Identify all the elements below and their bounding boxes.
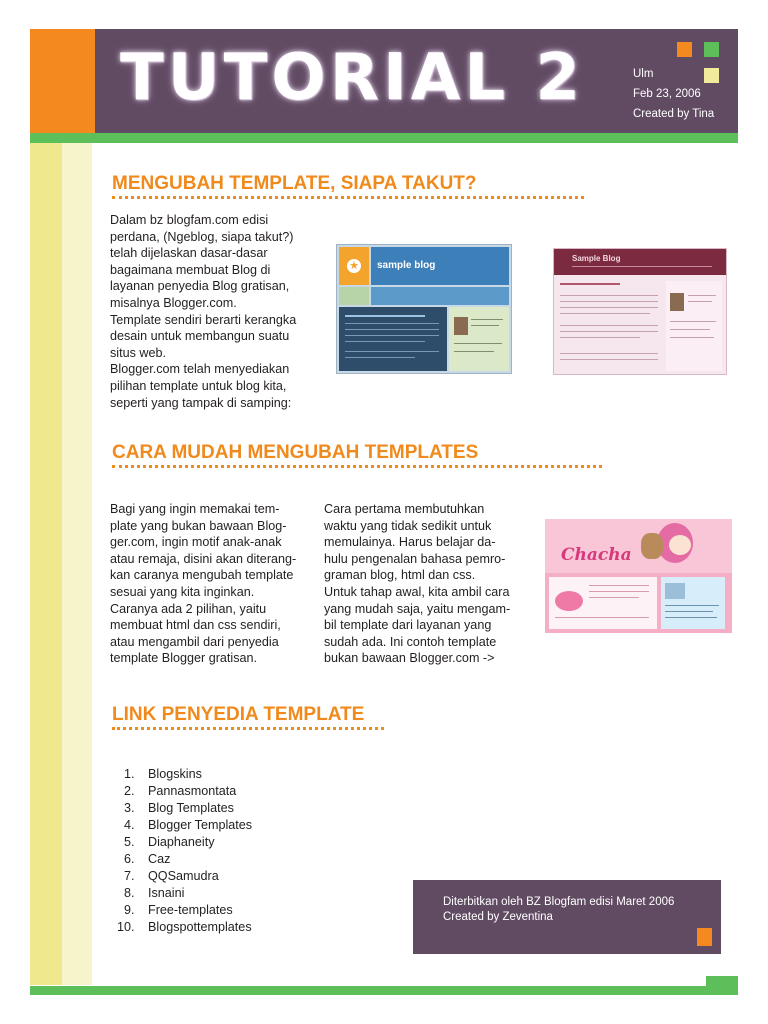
list-item[interactable]: 3. Blog Templates (138, 800, 370, 817)
section1-body (110, 212, 325, 411)
blog-header (371, 247, 509, 285)
avatar (454, 317, 468, 335)
text-line: Dalam bz blogfam.com edisi (110, 213, 269, 227)
decor-square-yellow (704, 68, 719, 83)
list-item[interactable]: 2. Pannasmontata (138, 783, 370, 800)
left-stripe-cream (62, 143, 92, 985)
decor-square-green (704, 42, 719, 57)
list-item[interactable]: 7. QQSamudra (138, 868, 370, 885)
blog-title: sample blog (377, 260, 436, 271)
avatar (670, 293, 684, 311)
section2-heading: CARA MUDAH MENGUBAH TEMPLATES (112, 442, 479, 463)
list-item[interactable]: 6. Caz (138, 851, 370, 868)
section2-column1 (110, 501, 320, 667)
text-line: atau mengambil dari penyedia (110, 634, 279, 649)
header-date: Feb 23, 2006 (633, 88, 701, 100)
text-line: layanan penyedia Blog gratisan, (110, 279, 290, 294)
template-link-list (110, 766, 370, 936)
character-face (669, 535, 691, 555)
text-line: memulainya. Harus belajar da- (324, 535, 496, 550)
blog-title: Chacha (561, 545, 632, 565)
text-line: seperti yang tampak di samping: (110, 395, 292, 410)
logo-block (339, 247, 369, 285)
text-line: Untuk tahap awal, kita ambil cara (324, 584, 510, 599)
text-line: sesuai yang kita inginkan. (110, 584, 255, 599)
decor-square-orange (677, 42, 692, 57)
text-line: yang mudah saja, yaitu mengam- (324, 601, 511, 616)
text-line: desain untuk membangun suatu (110, 329, 290, 344)
list-item[interactable]: 1. Blogskins (138, 766, 370, 783)
chacha-template-screenshot (545, 519, 732, 633)
text-line: Blogger.com telah menyediakan (110, 362, 290, 377)
section3-divider (112, 727, 384, 730)
text-line: telah dijelaskan dasar-dasar (110, 246, 268, 261)
text-line: kan caranya mengubah template (110, 568, 294, 583)
footer-credits (443, 895, 674, 925)
sample-blog-pink-screenshot (553, 248, 727, 375)
list-item[interactable]: 8. Isnaini (138, 885, 370, 902)
decor-square-orange-footer (697, 928, 712, 946)
blog-header (545, 519, 732, 573)
header-orange-block (30, 29, 95, 133)
blog-sidebar (661, 577, 725, 629)
blog-header (554, 249, 726, 275)
header-author: Created by Tina (633, 108, 715, 120)
header-location: Ulm (633, 68, 654, 80)
text-line: bagaimana membuat Blog di (110, 262, 271, 277)
text-line: Bagi yang ingin memakai tem- (110, 502, 280, 516)
section2-divider (112, 465, 602, 468)
text-line: Caranya ada 2 pilihan, yaitu (110, 601, 267, 616)
text-line: plate yang bukan bawaan Blog- (110, 518, 287, 533)
heart-icon (555, 591, 583, 611)
list-item[interactable]: 5. Diaphaneity (138, 834, 370, 851)
list-item[interactable]: 4. Blogger Templates (138, 817, 370, 834)
text-line: Cara pertama membutuhkan (324, 502, 485, 516)
bottom-bar-notch (706, 976, 738, 986)
sample-blog-blue-screenshot (336, 244, 512, 374)
text-line: Template sendiri berarti kerangka (110, 312, 297, 327)
footer-publisher: Diterbitkan oleh BZ Blogfam edisi Maret 2006 (443, 896, 675, 908)
text-line: hulu pengenalan bahasa pemro- (324, 551, 506, 566)
blog-block (339, 287, 369, 305)
blog-sidebar (666, 281, 722, 371)
blog-sidebar (449, 307, 509, 371)
blog-nav (371, 287, 509, 305)
section2-column2 (324, 501, 536, 667)
text-line: bukan bawaan Blogger.com -> (324, 651, 495, 666)
star-icon: ★ (347, 259, 361, 273)
text-line: ger.com, ingin motif anak-anak (110, 535, 282, 550)
left-stripe-yellow (30, 143, 62, 985)
teddy-bear-illustration (641, 533, 663, 559)
blog-title: Sample Blog (572, 254, 621, 263)
text-line: membuat html dan css sendiri, (110, 618, 281, 633)
text-line: sudah ada. Ini contoh template (324, 634, 497, 649)
text-line: atau remaja, disini akan diterang- (110, 551, 297, 566)
footer-author: Created by Zeventina (443, 911, 553, 923)
section1-heading: MENGUBAH TEMPLATE, SIAPA TAKUT? (112, 173, 477, 194)
list-item[interactable]: 10. Blogspottemplates (138, 919, 370, 936)
blog-post-area (549, 577, 657, 629)
text-line: waktu yang tidak sedikit untuk (324, 518, 492, 533)
page-title: TUTORIAL 2 (120, 41, 584, 115)
text-line: situs web. (110, 345, 166, 360)
text-line: graman blog, html dan css. (324, 568, 476, 583)
text-line: perdana, (Ngeblog, siapa takut?) (110, 229, 294, 244)
section3-heading: LINK PENYEDIA TEMPLATE (112, 704, 365, 725)
text-line: bil template dari layanan yang (324, 618, 492, 633)
bottom-green-bar (30, 986, 738, 995)
blog-post-area (560, 281, 660, 371)
text-line: template Blogger gratisan. (110, 651, 258, 666)
header-green-bar (30, 133, 738, 143)
section1-divider (112, 196, 584, 199)
text-line: misalnya Blogger.com. (110, 295, 237, 310)
list-item[interactable]: 9. Free-templates (138, 902, 370, 919)
text-line: pilihan template untuk blog kita, (110, 378, 287, 393)
blog-post-area (339, 307, 447, 371)
